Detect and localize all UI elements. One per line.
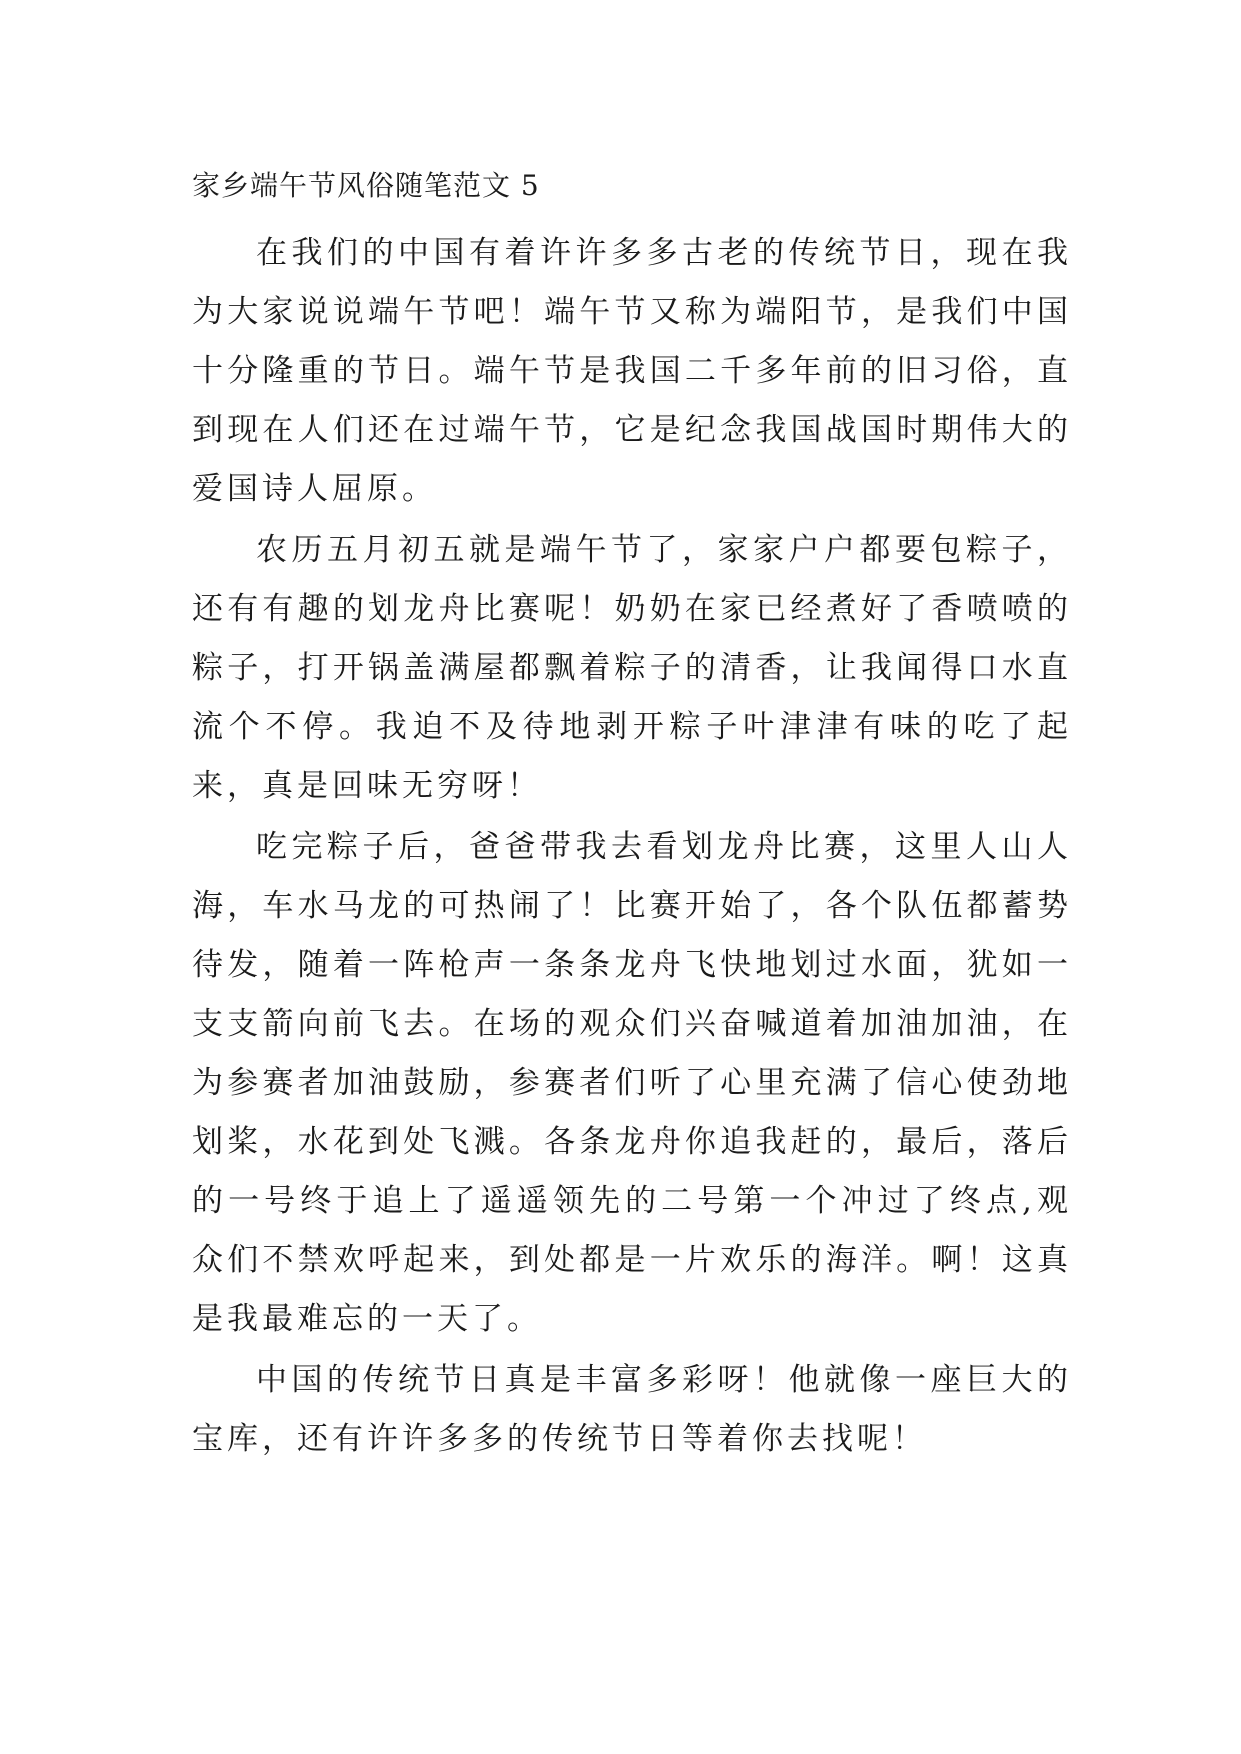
paragraph-3: 吃完粽子后，爸爸带我去看划龙舟比赛，这里人山人海，车水马龙的可热闹了！比赛开始了，各个队伍都蓄势待发，随着一阵枪声一条条龙舟飞快地划过水面，犹如一支支箭向前飞去。在场的观众们兴奋喊道着加油加油，在为参赛者加油鼓励，参赛者们听了心里充满了信心使劲地划桨，水花到处飞溅。各条龙舟你追我赶的，最后，落后的一号终于追上了遥遥领先的二号第一个冲过了终点,观众们不禁欢呼起来，到处都是一片欢乐的海洋。啊！这真是我最难忘的一天了。 bbox=[192, 829, 1072, 1337]
paragraph-1: 在我们的中国有着许许多多古老的传统节日，现在我为大家说说端午节吧！端午节又称为端阳节，是我们中国十分隆重的节日。端午节是我国二千多年前的旧习俗，直到现在人们还在过端午节，它是纪念我国战国时期伟大的爱国诗人屈原。 bbox=[192, 235, 1072, 507]
document-title: 家乡端午节风俗随笔范文 5 bbox=[192, 169, 540, 202]
document-body bbox=[192, 166, 1072, 1469]
paragraph-4: 中国的传统节日真是丰富多彩呀！他就像一座巨大的宝库，还有许许多多的传统节日等着你去找呢！ bbox=[192, 1362, 1072, 1457]
paragraph-2: 农历五月初五就是端午节了，家家户户都要包粽子，还有有趣的划龙舟比赛呢！奶奶在家已经煮好了香喷喷的粽子，打开锅盖满屋都飘着粽子的清香，让我闻得口水直流个不停。我迫不及待地剥开粽子叶津津有味的吃了起来，真是回味无穷呀！ bbox=[192, 532, 1072, 804]
